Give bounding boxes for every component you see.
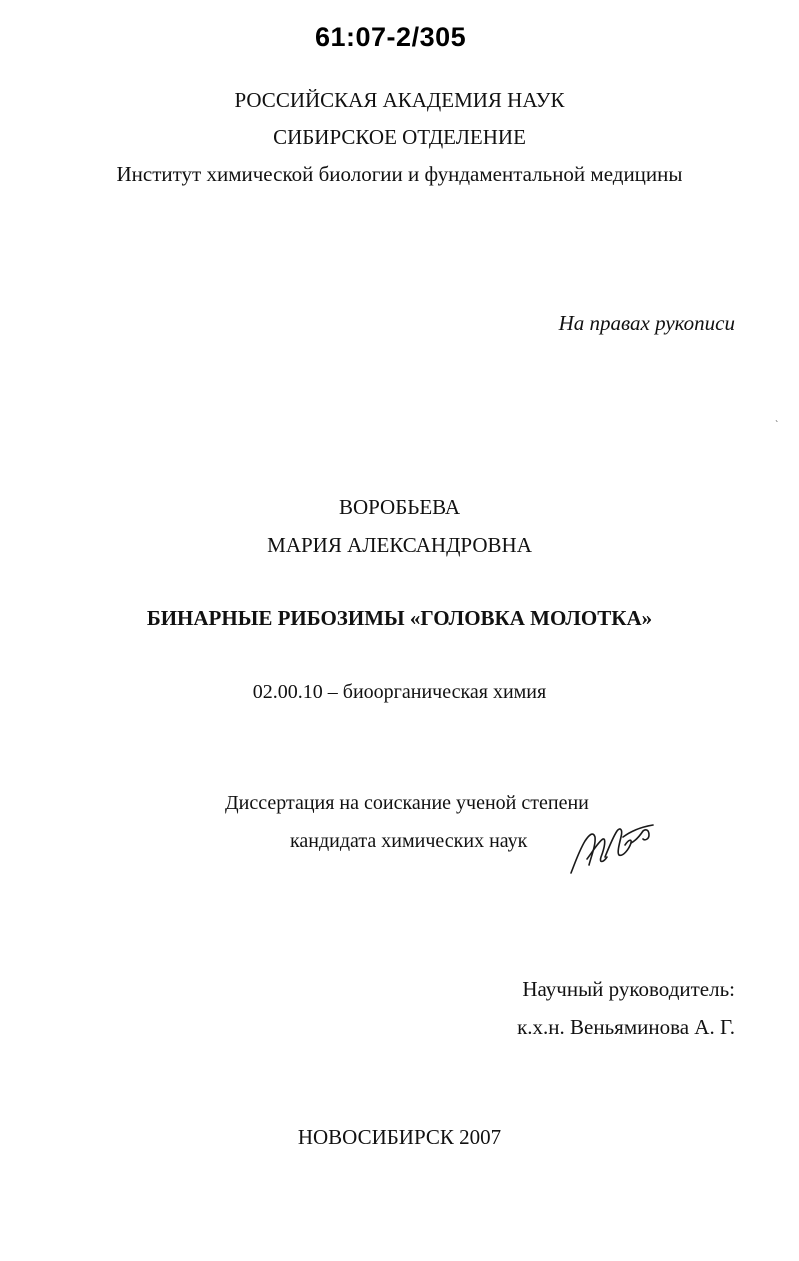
degree-line-2: кандидата химических наук xyxy=(290,830,528,852)
city-year: НОВОСИБИРСК 2007 xyxy=(297,1125,502,1149)
institute-name: Институт химической биологии и фундаментальной медицины xyxy=(116,162,683,186)
degree-line-1: Диссертация на соискание ученой степени xyxy=(225,792,589,814)
author-surname: ВОРОБЬЕВА xyxy=(338,495,461,519)
academy-name: РОССИЙСКАЯ АКАДЕМИЯ НАУК xyxy=(234,88,565,112)
handwritten-signature-icon xyxy=(565,815,657,877)
dissertation-title: БИНАРНЫЕ РИБОЗИМЫ «ГОЛОВКА МОЛОТКА» xyxy=(146,606,653,630)
advisor-label: Научный руководитель: xyxy=(522,977,735,1001)
scan-speck: ` xyxy=(775,420,779,431)
specialty-code: 02.00.10 – биоорганическая химия xyxy=(252,681,547,703)
catalog-number: 61:07-2/305 xyxy=(315,22,467,52)
author-given-names: МАРИЯ АЛЕКСАНДРОВНА xyxy=(267,533,532,557)
manuscript-rights-note: На правах рукописи xyxy=(558,311,735,335)
branch-name: СИБИРСКОЕ ОТДЕЛЕНИЕ xyxy=(273,125,526,149)
advisor-name: к.х.н. Веньяминова А. Г. xyxy=(517,1015,735,1039)
